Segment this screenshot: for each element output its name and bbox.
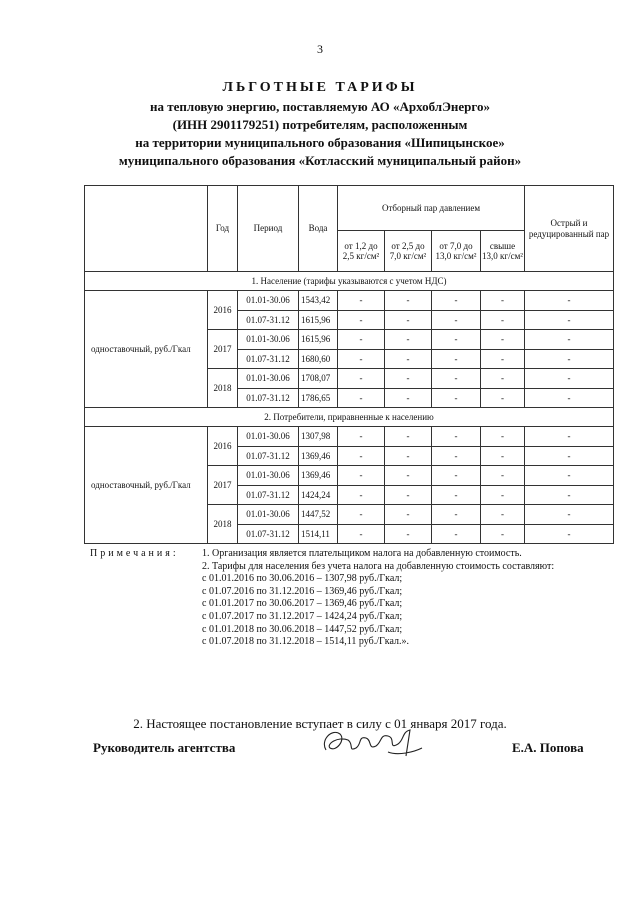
steam-value-cell: -	[385, 505, 432, 525]
steam-value-cell: -	[481, 330, 525, 350]
period-cell: 01.07-31.12	[238, 446, 299, 466]
steam-value-cell: -	[338, 427, 385, 447]
note-item: с 01.01.2016 по 30.06.2016 – 1307,98 руб./Гкал;	[202, 573, 403, 585]
signatory-position: Руководитель агентства	[93, 740, 236, 755]
steam-value-cell: -	[481, 310, 525, 330]
steam-value-cell: -	[338, 505, 385, 525]
steam-value-cell: -	[338, 485, 385, 505]
steam-value-cell: -	[338, 349, 385, 369]
steam-value-cell: -	[338, 330, 385, 350]
tariff-table	[84, 185, 614, 544]
water-value-cell: 1708,07	[299, 369, 338, 389]
header-sharp-steam: Острый и редуцированный пар	[525, 186, 614, 272]
steam-value-cell: -	[432, 291, 481, 311]
doc-subtitle-line-2: (ИНН 2901179251) потребителям, расположенным	[172, 117, 468, 132]
steam-value-cell: -	[481, 369, 525, 389]
steam-value-cell: -	[525, 446, 614, 466]
steam-value-cell: -	[481, 349, 525, 369]
period-cell: 01.07-31.12	[238, 485, 299, 505]
steam-value-cell: -	[432, 505, 481, 525]
steam-value-cell: -	[525, 524, 614, 544]
water-value-cell: 1447,52	[299, 505, 338, 525]
steam-value-cell: -	[525, 388, 614, 408]
header-year: Год	[208, 186, 238, 272]
steam-value-cell: -	[481, 427, 525, 447]
signatory-name: Е.А. Попова	[512, 740, 584, 755]
section-row	[85, 272, 614, 291]
notes-label: Примечания:	[90, 548, 179, 559]
period-cell: 01.07-31.12	[238, 310, 299, 330]
steam-value-cell: -	[385, 330, 432, 350]
steam-value-cell: -	[338, 369, 385, 389]
note-1: 1. Организация является плательщиком налога на добавленную стоимость.	[202, 548, 522, 559]
section-title: 2. Потребители, приравненные к населению	[85, 408, 614, 427]
steam-value-cell: -	[385, 369, 432, 389]
steam-value-cell: -	[338, 388, 385, 408]
handwritten-signature	[318, 722, 428, 762]
table-row	[85, 291, 614, 311]
year-cell: 2017	[208, 466, 238, 505]
water-value-cell: 1543,42	[299, 291, 338, 311]
header-steam: Отборный пар давлением	[338, 186, 525, 231]
year-cell: 2018	[208, 369, 238, 408]
period-cell: 01.01-30.06	[238, 330, 299, 350]
steam-value-cell: -	[432, 349, 481, 369]
doc-subtitle-line-4: муниципального образования «Котласский муниципальный район»	[118, 153, 522, 168]
water-value-cell: 1424,24	[299, 485, 338, 505]
section-row	[85, 408, 614, 427]
header-steam-sub: от 1,2 до 2,5 кг/см²	[338, 231, 385, 272]
year-cell: 2016	[208, 427, 238, 466]
steam-value-cell: -	[338, 310, 385, 330]
page-number: 3	[317, 42, 323, 56]
year-cell: 2018	[208, 505, 238, 544]
steam-value-cell: -	[525, 505, 614, 525]
steam-value-cell: -	[525, 369, 614, 389]
water-value-cell: 1514,11	[299, 524, 338, 544]
doc-title: ЛЬГОТНЫЕ ТАРИФЫ	[222, 80, 418, 95]
water-value-cell: 1615,96	[299, 330, 338, 350]
period-cell: 01.01-30.06	[238, 466, 299, 486]
steam-value-cell: -	[525, 330, 614, 350]
steam-value-cell: -	[385, 446, 432, 466]
water-value-cell: 1307,98	[299, 427, 338, 447]
steam-value-cell: -	[385, 466, 432, 486]
period-cell: 01.01-30.06	[238, 505, 299, 525]
steam-value-cell: -	[525, 427, 614, 447]
note-2: 2. Тарифы для населения без учета налога на добавленную стоимость составляют:	[202, 560, 555, 572]
steam-value-cell: -	[481, 505, 525, 525]
tariff-type-label: одноставочный, руб./Гкал	[85, 291, 208, 408]
steam-value-cell: -	[432, 427, 481, 447]
steam-value-cell: -	[432, 485, 481, 505]
period-cell: 01.07-31.12	[238, 388, 299, 408]
water-value-cell: 1786,65	[299, 388, 338, 408]
steam-value-cell: -	[432, 369, 481, 389]
steam-value-cell: -	[525, 291, 614, 311]
steam-value-cell: -	[481, 485, 525, 505]
header-empty	[85, 186, 208, 272]
note-item: с 01.07.2016 по 31.12.2016 – 1369,46 руб./Гкал;	[202, 585, 403, 597]
steam-value-cell: -	[432, 330, 481, 350]
steam-value-cell: -	[432, 310, 481, 330]
period-cell: 01.07-31.12	[238, 349, 299, 369]
year-cell: 2017	[208, 330, 238, 369]
steam-value-cell: -	[481, 466, 525, 486]
doc-subtitle-line-3: на территории муниципального образования «Шипицынское»	[135, 135, 505, 150]
effective-date-clause: 2. Настоящее постановление вступает в силу с 01 января 2017 года.	[133, 716, 507, 731]
steam-value-cell: -	[432, 388, 481, 408]
water-value-cell: 1369,46	[299, 446, 338, 466]
header-steam-sub: свыше 13,0 кг/см²	[481, 231, 525, 272]
steam-value-cell: -	[432, 466, 481, 486]
steam-value-cell: -	[385, 427, 432, 447]
steam-value-cell: -	[525, 349, 614, 369]
steam-value-cell: -	[432, 446, 481, 466]
steam-value-cell: -	[338, 291, 385, 311]
steam-value-cell: -	[385, 524, 432, 544]
steam-value-cell: -	[525, 485, 614, 505]
steam-value-cell: -	[385, 485, 432, 505]
water-value-cell: 1369,46	[299, 466, 338, 486]
steam-value-cell: -	[338, 524, 385, 544]
water-value-cell: 1615,96	[299, 310, 338, 330]
note-item: с 01.07.2017 по 31.12.2017 – 1424,24 руб./Гкал;	[202, 610, 403, 622]
steam-value-cell: -	[432, 524, 481, 544]
note-item: с 01.01.2018 по 30.06.2018 – 1447,52 руб./Гкал;	[202, 623, 403, 635]
steam-value-cell: -	[481, 524, 525, 544]
table-row	[85, 427, 614, 447]
steam-value-cell: -	[385, 388, 432, 408]
steam-value-cell: -	[481, 291, 525, 311]
header-steam-sub: от 2,5 до 7,0 кг/см²	[385, 231, 432, 272]
note-item: с 01.07.2018 по 31.12.2018 – 1514,11 руб./Гкал.».	[202, 636, 410, 648]
header-period: Период	[238, 186, 299, 272]
period-cell: 01.07-31.12	[238, 524, 299, 544]
steam-value-cell: -	[338, 466, 385, 486]
header-water: Вода	[299, 186, 338, 272]
steam-value-cell: -	[525, 466, 614, 486]
period-cell: 01.01-30.06	[238, 427, 299, 447]
steam-value-cell: -	[385, 291, 432, 311]
note-item: с 01.01.2017 по 30.06.2017 – 1369,46 руб./Гкал;	[202, 598, 403, 610]
steam-value-cell: -	[385, 310, 432, 330]
steam-value-cell: -	[525, 310, 614, 330]
year-cell: 2016	[208, 291, 238, 330]
water-value-cell: 1680,60	[299, 349, 338, 369]
header-steam-sub: от 7,0 до 13,0 кг/см²	[432, 231, 481, 272]
tariff-type-label: одноставочный, руб./Гкал	[85, 427, 208, 544]
doc-subtitle-line-1: на тепловую энергию, поставляемую АО «АрхоблЭнерго»	[150, 99, 490, 114]
steam-value-cell: -	[481, 388, 525, 408]
section-title: 1. Население (тарифы указываются с учетом НДС)	[85, 272, 614, 291]
period-cell: 01.01-30.06	[238, 369, 299, 389]
period-cell: 01.01-30.06	[238, 291, 299, 311]
steam-value-cell: -	[385, 349, 432, 369]
steam-value-cell: -	[338, 446, 385, 466]
steam-value-cell: -	[481, 446, 525, 466]
